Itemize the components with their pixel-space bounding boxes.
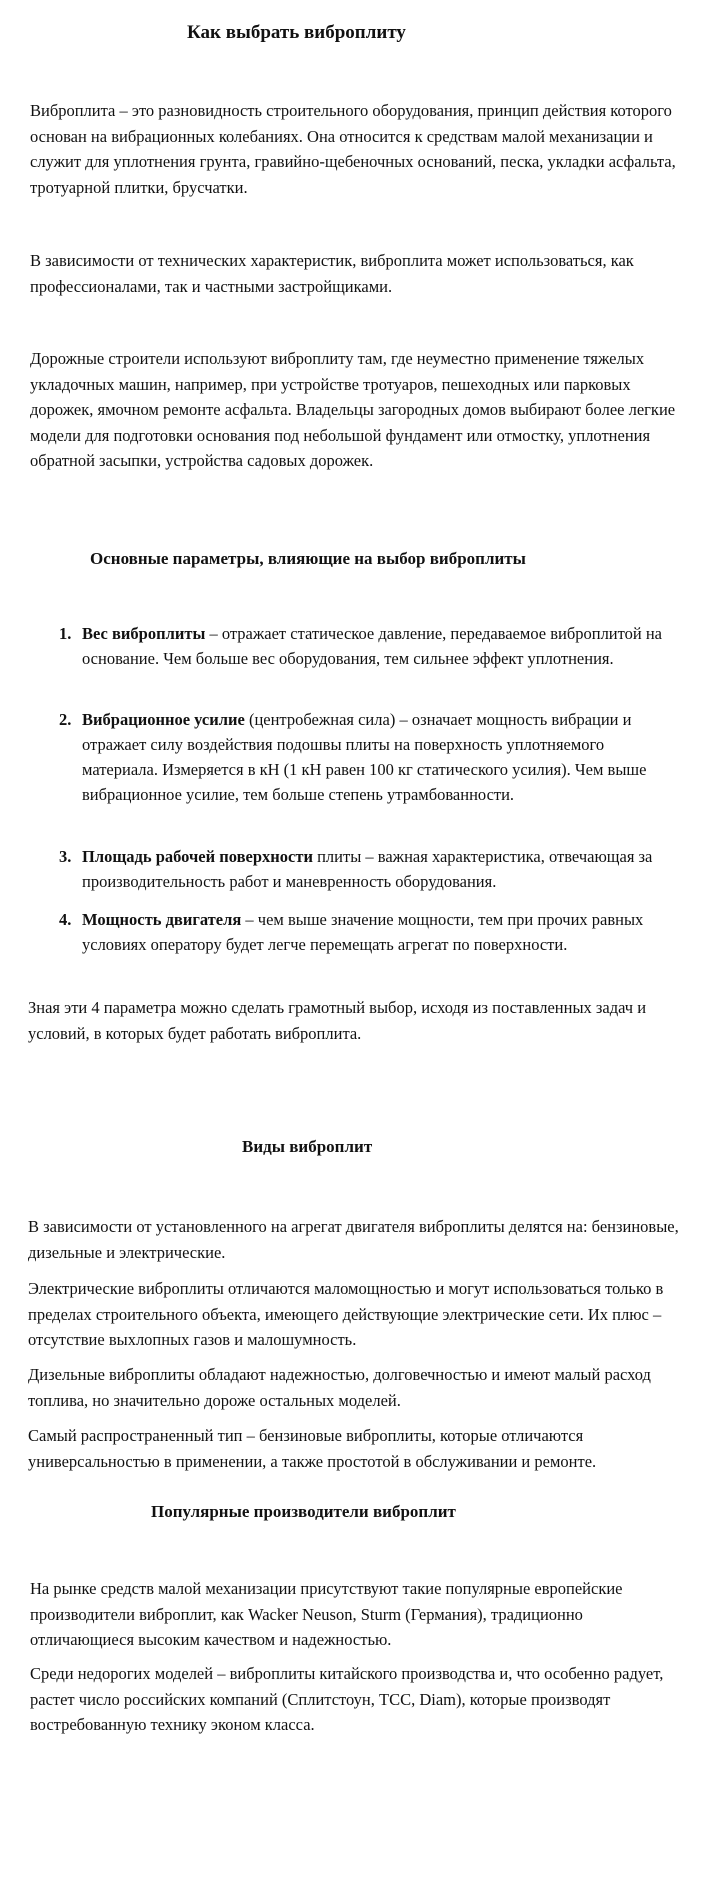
params-list: 1. Вес виброплиты – отражает статическое давление, передаваемое виброплитой на основание. Чем больше вес оборудования, тем сильнее эффект уплотнения. 2. Вибрационное усилие (центробежная сила) – означает мощность вибрации и отражает силу воздействия подошвы плиты на поверхность уплотняемого материала. Измеряется в кН (1 кН равен 100 кг статического усилия). Чем выше вибрационное усилие, тем больше степень утрамбованности. 3. Площадь рабочей поверхности плиты – важная характеристика, отвечающая за производительность работ и маневренность оборудования. 4. Мощность двигателя – чем выше значение мощности, тем при прочих равных условиях оператору будет легче перемещать агрегат по поверхности.: [59, 624, 662, 954]
types-paragraph-3: Дизельные виброплиты обладают надежностью, долговечностью и имеют малый расход топлива, но значительно дороже остальных моделей.: [28, 1365, 651, 1410]
param-term: Площадь рабочей поверхности: [82, 847, 313, 866]
types-heading: Виды виброплит: [242, 1137, 373, 1156]
types-paragraph-2: Электрические виброплиты отличаются маломощностью и могут использоваться только в пределах строительного объекта, имеющего действующие электрические сети. Их плюс – отсутствие выхлопных газов и малошумность.: [28, 1279, 664, 1349]
param-text: плиты – важная характеристика, отвечающая за производительность работ и маневренность оборудования.: [82, 847, 653, 891]
params-heading: Основные параметры, влияющие на выбор виброплиты: [90, 549, 526, 568]
makers-paragraph-2: Среди недорогих моделей – виброплиты китайского производства и, что особенно радует, растет число российских компаний (Сплитстоун, ТСС, Diam), которые производят востребованную технику эконом класса.: [30, 1664, 664, 1734]
page-title: Как выбрать виброплиту: [187, 22, 406, 43]
params-conclusion: Зная эти 4 параметра можно сделать грамотный выбор, исходя из поставленных задач и условий, в которых будет работать виброплита.: [28, 998, 647, 1043]
types-paragraph-4: Самый распространенный тип – бензиновые виброплиты, которые отличаются универсальностью в применении, а также простотой в обслуживании и ремонте.: [28, 1426, 597, 1471]
param-term: Вес виброплиты: [82, 624, 206, 643]
param-term: Вибрационное усилие: [82, 710, 245, 729]
intro-paragraph-2: В зависимости от технических характеристик, виброплита может использоваться, как профессионалами, так и частными застройщиками.: [30, 251, 634, 296]
intro-paragraph-1: Виброплита – это разновидность строительного оборудования, принцип действия которого основан на вибрационных колебаниях. Она относится к средствам малой механизации и служит для уплотнения грунта, гравийно-щебеночных оснований, песка, укладки асфальта, тротуарной плитки, брусчатки.: [30, 101, 676, 197]
intro-paragraph-3: Дорожные строители используют виброплиту там, где неуместно применение тяжелых укладочных машин, например, при устройстве тротуаров, пешеходных или парковых дорожек, ямочном ремонте асфальта. Владельцы загородных домов выбирают более легкие модели для подготовки основания под небольшой фундамент или отмостку, уплотнения обратной засыпки, устройства садовых дорожек.: [30, 349, 676, 470]
makers-heading: Популярные производители виброплит: [151, 1502, 456, 1521]
param-text: – чем выше значение мощности, тем при прочих равных условиях оператору будет легче перемещать агрегат по поверхности.: [82, 910, 644, 954]
makers-paragraph-1: На рынке средств малой механизации присутствуют такие популярные европейские производители виброплит, как Wacker Neuson, Sturm (Германия), традиционно отличающиеся высоким качеством и надежностью.: [30, 1579, 623, 1649]
param-text: (центробежная сила) – означает мощность вибрации и отражает силу воздействия подошвы плиты на поверхность уплотняемого материала. Измеряется в кН (1 кН равен 100 кг статического усилия). Чем выше вибрационное усилие, тем больше степень утрамбованности.: [82, 710, 647, 804]
types-paragraph-1: В зависимости от установленного на агрегат двигателя виброплиты делятся на: бензиновые, дизельные и электрические.: [28, 1217, 679, 1262]
param-text: – отражает статическое давление, передаваемое виброплитой на основание. Чем больше вес оборудования, тем сильнее эффект уплотнения.: [82, 624, 662, 668]
param-term: Мощность двигателя: [82, 910, 242, 929]
